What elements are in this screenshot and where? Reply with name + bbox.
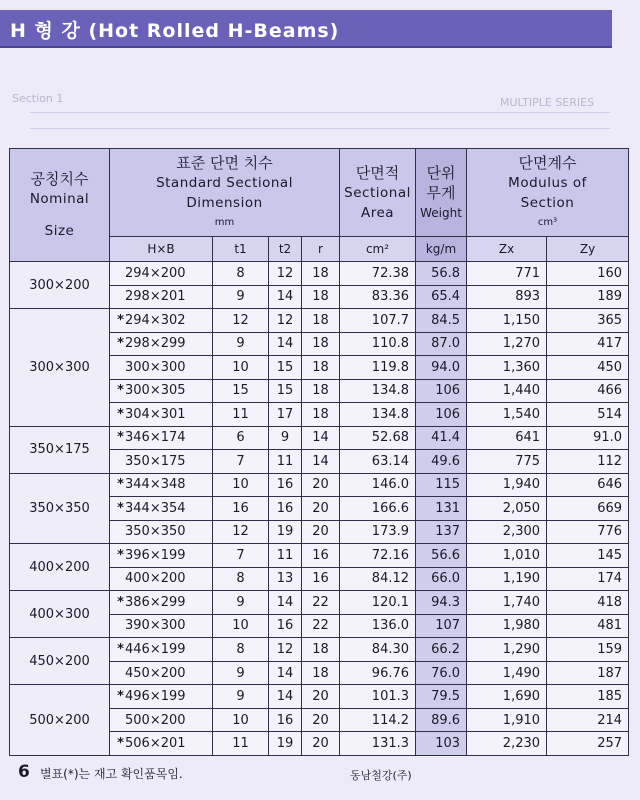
r-cell: 20 [302, 732, 340, 756]
weight-cell: 56.6 [416, 544, 467, 568]
stock-star-marker: * [117, 477, 124, 493]
stock-star-marker: * [117, 500, 124, 516]
t1-cell: 7 [213, 450, 269, 474]
hb-cell [110, 638, 213, 662]
area-cell: 136.0 [340, 614, 416, 638]
zx-cell: 1,940 [467, 473, 547, 497]
weight-cell: 65.4 [416, 285, 467, 309]
header-standard-unit: mm [214, 216, 235, 228]
weight-cell: 94.3 [416, 591, 467, 615]
header-area-en-2: Area [360, 204, 395, 221]
hb-cell [110, 497, 213, 521]
zy-cell: 160 [547, 262, 629, 286]
table-row [10, 638, 629, 662]
zx-cell: 1,190 [467, 567, 547, 591]
t2-cell: 14 [269, 661, 302, 685]
hb-value: 344×354 [125, 500, 186, 516]
zx-cell: 2,300 [467, 520, 547, 544]
weight-cell: 87.0 [416, 332, 467, 356]
h-beam-spec-table [9, 148, 629, 756]
table-row [10, 262, 629, 286]
weight-cell: 66.2 [416, 638, 467, 662]
weight-cell: 103 [416, 732, 467, 756]
hb-cell [110, 685, 213, 709]
zy-cell: 646 [547, 473, 629, 497]
header-unit-weight [416, 149, 467, 237]
hb-value: 500×200 [125, 712, 186, 728]
area-cell: 173.9 [340, 520, 416, 544]
r-cell: 16 [302, 544, 340, 568]
hb-cell [110, 403, 213, 427]
zx-cell: 1,270 [467, 332, 547, 356]
hb-cell [110, 567, 213, 591]
zy-cell: 112 [547, 450, 629, 474]
t1-cell: 9 [213, 285, 269, 309]
hb-cell [110, 450, 213, 474]
weight-cell: 56.8 [416, 262, 467, 286]
weight-cell: 84.5 [416, 309, 467, 333]
hb-cell [110, 520, 213, 544]
zx-cell: 1,690 [467, 685, 547, 709]
hb-value: 446×199 [125, 642, 186, 657]
r-cell: 22 [302, 591, 340, 615]
hb-cell [110, 285, 213, 309]
stock-star-marker: * [117, 736, 124, 752]
weight-cell: 41.4 [416, 426, 467, 450]
col-header-zy: Zy [547, 237, 629, 262]
col-header-r: r [302, 237, 340, 262]
page-number: 6 [18, 762, 30, 782]
area-cell: 166.6 [340, 497, 416, 521]
header-nominal-size [10, 149, 110, 262]
zx-cell: 775 [467, 450, 547, 474]
t1-cell: 10 [213, 614, 269, 638]
hb-value: 386×299 [125, 594, 186, 610]
col-header-weight-unit: kg/m [416, 237, 467, 262]
zy-cell: 418 [547, 591, 629, 615]
col-header-hb: H×B [110, 237, 213, 262]
area-cell: 63.14 [340, 450, 416, 474]
background-bleed-line [30, 128, 610, 129]
hb-cell [110, 379, 213, 403]
hb-value: 346×174 [125, 430, 186, 446]
area-cell: 84.30 [340, 638, 416, 662]
t1-cell: 11 [213, 732, 269, 756]
zy-cell: 145 [547, 544, 629, 568]
zy-cell: 91.0 [547, 426, 629, 450]
hb-value: 300×305 [125, 383, 186, 399]
zy-cell: 776 [547, 520, 629, 544]
area-cell: 84.12 [340, 567, 416, 591]
r-cell: 14 [302, 450, 340, 474]
area-cell: 120.1 [340, 591, 416, 615]
t2-cell: 13 [269, 567, 302, 591]
area-cell: 110.8 [340, 332, 416, 356]
area-cell: 119.8 [340, 356, 416, 380]
hb-value: 304×301 [125, 406, 186, 422]
zy-cell: 174 [547, 567, 629, 591]
area-cell: 72.38 [340, 262, 416, 286]
hb-cell [110, 262, 213, 286]
t2-cell: 15 [269, 379, 302, 403]
zx-cell: 1,010 [467, 544, 547, 568]
zx-cell: 1,290 [467, 638, 547, 662]
area-cell: 96.76 [340, 661, 416, 685]
stock-star-marker: * [117, 689, 124, 705]
hb-value: 294×200 [125, 265, 186, 281]
r-cell: 20 [302, 520, 340, 544]
r-cell: 18 [302, 285, 340, 309]
r-cell: 18 [302, 309, 340, 333]
nominal-size-cell: 450×200 [10, 638, 110, 685]
t1-cell: 9 [213, 685, 269, 709]
t2-cell: 17 [269, 403, 302, 427]
header-modulus-unit: cm³ [537, 216, 558, 228]
hb-value: 294×302 [125, 312, 186, 328]
col-header-zx: Zx [467, 237, 547, 262]
hb-cell [110, 591, 213, 615]
zx-cell: 1,540 [467, 403, 547, 427]
hb-value: 396×199 [125, 547, 186, 563]
weight-cell: 94.0 [416, 356, 467, 380]
t1-cell: 12 [213, 309, 269, 333]
hb-cell [110, 661, 213, 685]
t2-cell: 16 [269, 473, 302, 497]
background-bleed-text: Section 1 [12, 92, 64, 105]
zy-cell: 185 [547, 685, 629, 709]
zy-cell: 669 [547, 497, 629, 521]
t1-cell: 16 [213, 497, 269, 521]
t1-cell: 12 [213, 520, 269, 544]
header-size-en: Size [44, 223, 75, 239]
header-sectional-area [340, 149, 416, 237]
zy-cell: 189 [547, 285, 629, 309]
footnote: 별표(*)는 재고 확인품목임. [40, 767, 183, 781]
zy-cell: 466 [547, 379, 629, 403]
zx-cell: 1,740 [467, 591, 547, 615]
t2-cell: 14 [269, 685, 302, 709]
header-nominal-kr: 공칭치수 [30, 170, 89, 188]
header-standard-dimension [110, 149, 340, 237]
stock-star-marker: * [117, 594, 124, 610]
nominal-size-cell: 500×200 [10, 685, 110, 756]
t1-cell: 10 [213, 708, 269, 732]
t1-cell: 10 [213, 356, 269, 380]
zy-cell: 187 [547, 661, 629, 685]
hb-value: 298×299 [125, 336, 186, 352]
t1-cell: 7 [213, 544, 269, 568]
t1-cell: 10 [213, 473, 269, 497]
t2-cell: 19 [269, 732, 302, 756]
nominal-size-cell: 350×350 [10, 473, 110, 544]
stock-star-marker: * [117, 547, 124, 563]
stock-star-marker: * [117, 383, 124, 399]
hb-cell [110, 544, 213, 568]
t2-cell: 14 [269, 591, 302, 615]
stock-star-marker: * [117, 430, 124, 446]
t2-cell: 12 [269, 262, 302, 286]
nominal-size-cell: 400×200 [10, 544, 110, 591]
r-cell: 18 [302, 638, 340, 662]
r-cell: 18 [302, 356, 340, 380]
header-weight-kr-1: 단위 [426, 163, 456, 182]
zy-cell: 514 [547, 403, 629, 427]
col-header-t2: t2 [269, 237, 302, 262]
header-modulus-kr: 단면계수 [518, 153, 577, 172]
zx-cell: 1,440 [467, 379, 547, 403]
stock-star-marker: * [117, 642, 124, 657]
background-bleed-text: MULTIPLE SERIES [500, 96, 595, 109]
hb-cell [110, 309, 213, 333]
hb-value: 350×175 [125, 453, 186, 469]
t2-cell: 11 [269, 450, 302, 474]
header-nominal-en: Nominal [29, 191, 90, 207]
stock-star-marker: * [117, 312, 124, 328]
hb-cell [110, 708, 213, 732]
t2-cell: 16 [269, 614, 302, 638]
weight-cell: 131 [416, 497, 467, 521]
col-header-t1-text: t1 [234, 242, 247, 256]
stock-star-marker: * [117, 336, 124, 352]
zx-cell: 1,490 [467, 661, 547, 685]
hb-value: 350×350 [125, 524, 186, 540]
header-weight-en: Weight [420, 205, 462, 220]
company-name: 동남철강(주) [350, 769, 412, 782]
t2-cell: 12 [269, 638, 302, 662]
area-cell: 134.8 [340, 379, 416, 403]
t2-cell: 12 [269, 309, 302, 333]
r-cell: 20 [302, 708, 340, 732]
area-cell: 131.3 [340, 732, 416, 756]
zx-cell: 2,050 [467, 497, 547, 521]
area-cell: 52.68 [340, 426, 416, 450]
nominal-size-cell: 350×175 [10, 426, 110, 473]
t1-cell: 6 [213, 426, 269, 450]
table-body [10, 262, 629, 756]
zx-cell: 893 [467, 285, 547, 309]
t2-cell: 15 [269, 356, 302, 380]
area-cell: 146.0 [340, 473, 416, 497]
zy-cell: 450 [547, 356, 629, 380]
table-row [10, 591, 629, 615]
r-cell: 18 [302, 661, 340, 685]
r-cell: 14 [302, 426, 340, 450]
zy-cell: 365 [547, 309, 629, 333]
header-standard-kr: 표준 단면 치수 [176, 153, 273, 172]
hb-value: 496×199 [125, 689, 186, 705]
t1-cell: 8 [213, 262, 269, 286]
t1-cell: 9 [213, 332, 269, 356]
r-cell: 16 [302, 567, 340, 591]
r-cell: 20 [302, 497, 340, 521]
col-header-t1 [213, 237, 269, 262]
zy-cell: 257 [547, 732, 629, 756]
weight-cell: 76.0 [416, 661, 467, 685]
t2-cell: 14 [269, 332, 302, 356]
weight-cell: 106 [416, 379, 467, 403]
col-header-area-unit: cm² [340, 237, 416, 262]
r-cell: 22 [302, 614, 340, 638]
t2-cell: 19 [269, 520, 302, 544]
hb-cell [110, 426, 213, 450]
hb-value: 298×201 [125, 289, 186, 305]
hb-value: 390×300 [125, 618, 186, 634]
table-row [10, 309, 629, 333]
zx-cell: 2,230 [467, 732, 547, 756]
zy-cell: 159 [547, 638, 629, 662]
t1-cell: 8 [213, 567, 269, 591]
zy-cell: 481 [547, 614, 629, 638]
r-cell: 18 [302, 262, 340, 286]
area-cell: 107.7 [340, 309, 416, 333]
hb-value: 400×200 [125, 571, 186, 587]
table-row [10, 544, 629, 568]
zy-cell: 417 [547, 332, 629, 356]
hb-cell [110, 614, 213, 638]
weight-cell: 115 [416, 473, 467, 497]
area-cell: 101.3 [340, 685, 416, 709]
header-standard-en-1: Standard Sectional [156, 174, 293, 191]
page-title: H 형 강 (Hot Rolled H-Beams) [10, 20, 340, 42]
t2-cell: 16 [269, 708, 302, 732]
t2-cell: 11 [269, 544, 302, 568]
t1-cell: 11 [213, 403, 269, 427]
hb-value: 450×200 [125, 665, 186, 681]
t2-cell: 9 [269, 426, 302, 450]
table-row [10, 473, 629, 497]
area-cell: 83.36 [340, 285, 416, 309]
t2-cell: 16 [269, 497, 302, 521]
header-weight-kr-2: 무게 [426, 183, 456, 202]
area-cell: 114.2 [340, 708, 416, 732]
table-row [10, 685, 629, 709]
table-row [10, 426, 629, 450]
weight-cell: 79.5 [416, 685, 467, 709]
zx-cell: 1,360 [467, 356, 547, 380]
zx-cell: 1,150 [467, 309, 547, 333]
r-cell: 18 [302, 403, 340, 427]
zx-cell: 1,980 [467, 614, 547, 638]
zx-cell: 641 [467, 426, 547, 450]
t1-cell: 8 [213, 638, 269, 662]
nominal-size-cell: 300×300 [10, 309, 110, 427]
area-cell: 134.8 [340, 403, 416, 427]
t2-cell: 14 [269, 285, 302, 309]
hb-cell [110, 332, 213, 356]
header-modulus-en-2: Section [520, 194, 575, 211]
header-modulus-of-section [467, 149, 629, 237]
t1-cell: 9 [213, 591, 269, 615]
t1-cell: 9 [213, 661, 269, 685]
header-area-en-1: Sectional [344, 184, 411, 201]
hb-cell [110, 732, 213, 756]
r-cell: 18 [302, 332, 340, 356]
weight-cell: 106 [416, 403, 467, 427]
nominal-size-cell: 400×300 [10, 591, 110, 638]
weight-cell: 89.6 [416, 708, 467, 732]
t1-cell: 15 [213, 379, 269, 403]
background-bleed-line [30, 112, 610, 113]
hb-value: 506×201 [125, 736, 186, 752]
header-area-kr: 단면적 [355, 163, 400, 182]
hb-value: 300×300 [125, 359, 186, 375]
weight-cell: 66.0 [416, 567, 467, 591]
hb-value: 344×348 [125, 477, 186, 493]
title-banner [0, 10, 612, 48]
hb-cell [110, 473, 213, 497]
header-standard-en-2: Dimension [186, 194, 263, 211]
zy-cell: 214 [547, 708, 629, 732]
stock-star-marker: * [117, 406, 124, 422]
area-cell: 72.16 [340, 544, 416, 568]
r-cell: 18 [302, 379, 340, 403]
zx-cell: 1,910 [467, 708, 547, 732]
hb-cell [110, 356, 213, 380]
weight-cell: 137 [416, 520, 467, 544]
r-cell: 20 [302, 473, 340, 497]
weight-cell: 107 [416, 614, 467, 638]
nominal-size-cell: 300×200 [10, 262, 110, 309]
header-modulus-en-1: Modulus of [508, 174, 587, 191]
weight-cell: 49.6 [416, 450, 467, 474]
zx-cell: 771 [467, 262, 547, 286]
r-cell: 20 [302, 685, 340, 709]
